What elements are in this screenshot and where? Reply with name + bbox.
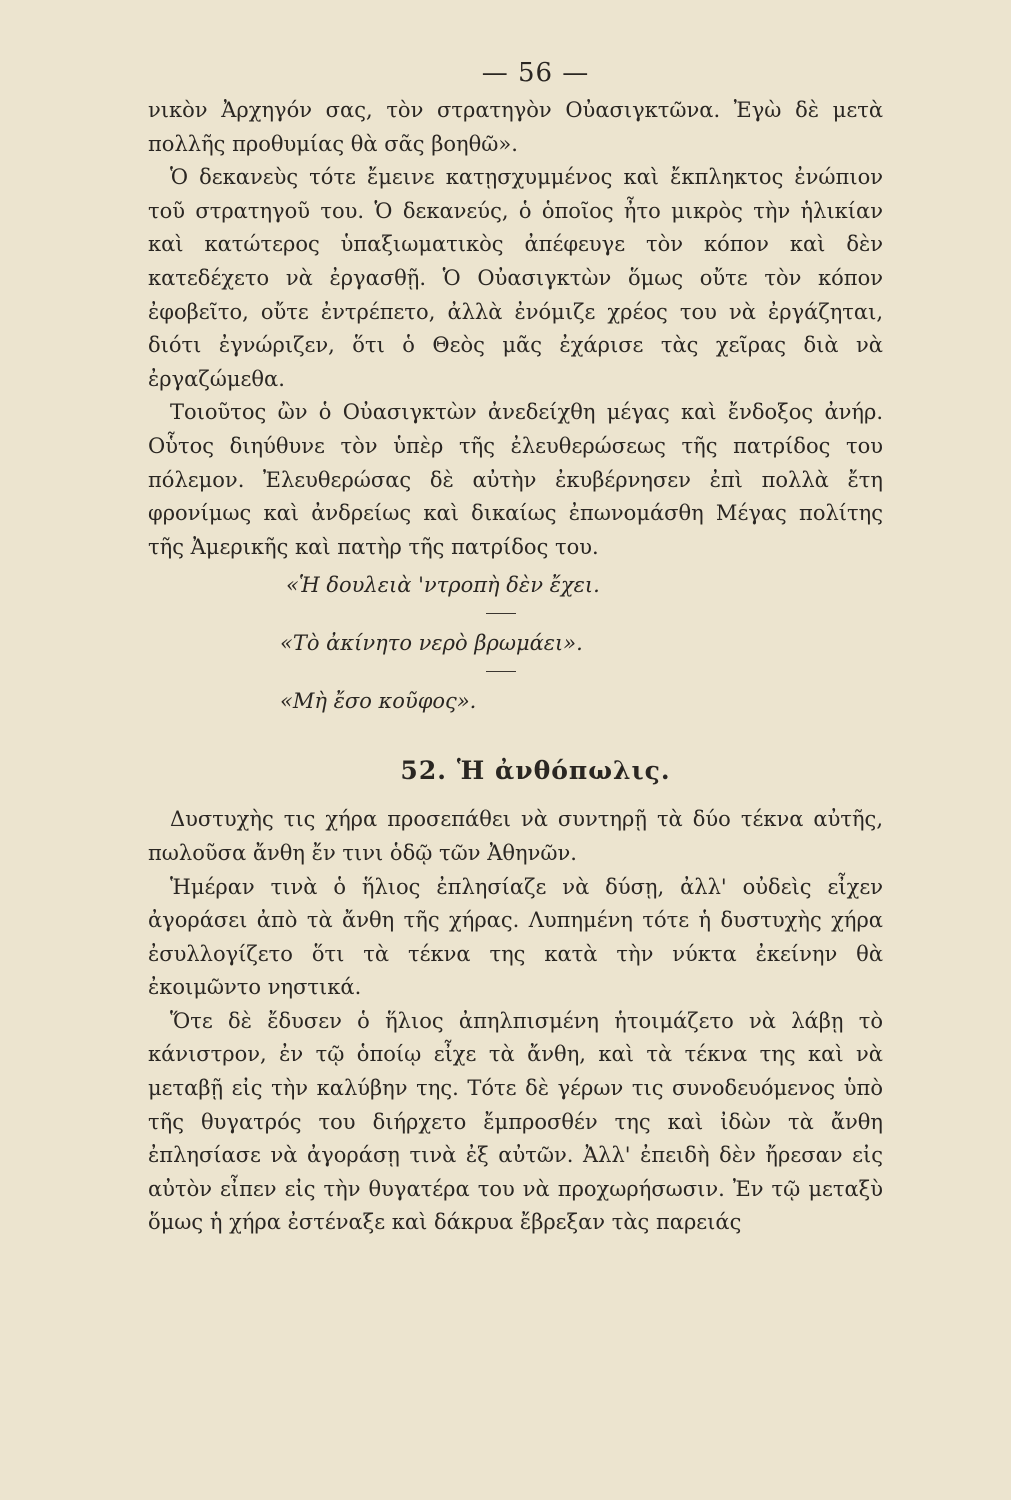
paragraph-corporal: Ὁ δεκανεὺς τότε ἔμεινε κατῃσχυμμένος καὶ ἔκπληκτος ἐνώπιον τοῦ στρατηγοῦ του. Ὁ δεκανεύς, ὁ ὁποῖος ἦτο μικρὸς τὴν ἡλικίαν καὶ κατώτερος ὑπαξιωματικὸς ἀπέφευγε τὸν κόπον καὶ δὲν κατεδέχετο νὰ ἐργασθῇ. Ὁ Οὐασιγκτὼν ὅμως οὔτε τὸν κόπον ἐφοβεῖτο, οὔτε ἐντρέπετο, ἀλλὰ ἐνόμιζε χρέος του νὰ ἐργάζηται, διότι ἐγνώριζεν, ὅτι ὁ Θεὸς μᾶς ἐχάρισε τὰς χεῖρας διὰ νὰ ἐργαζώμεθα.: [148, 165, 883, 391]
paragraph-washington: Τοιοῦτος ὢν ὁ Οὐασιγκτὼν ἀνεδείχθη μέγας καὶ ἔνδοξος ἀνήρ. Οὗτος διηύθυνε τὸν ὑπὲρ τῆς ἐλευθερώσεως τῆς πατρίδος του πόλεμον. Ἐλευθερώσας δὲ αὐτὴν ἐκυβέρνησεν ἐπὶ πολλὰ ἔτη φρονίμως καὶ ἀνδρείως καὶ δικαίως ἐπωνομάσθη Μέγας πολίτης τῆς Ἀμερικῆς καὶ πατὴρ τῆς πατρίδος του.: [148, 400, 883, 559]
section-title: Ἡ ἀνθόπωλις.: [456, 756, 671, 786]
section-number: 52.: [400, 756, 447, 786]
divider-dash: [486, 671, 516, 672]
paragraph-old-man: Ὅτε δὲ ἔδυσεν ὁ ἥλιος ἀπηλπισμένη ἡτοιμάζετο νὰ λάβῃ τὸ κάνιστρον, ἐν τῷ ὁποίῳ εἶχε τὰ ἄνθη, καὶ τὰ τέκνα της καὶ νὰ μεταβῇ εἰς τὴν καλύβην της. Τότε δὲ γέρων τις συνοδευόμενος ὑπὸ τῆς θυγατρός του διήρχετο ἔμπροσθέν της καὶ ἰδὼν τὰ ἄνθη ἐπλησίασε νὰ ἀγοράσῃ τινὰ ἐξ αὐτῶν. Ἀλλ' ἐπειδὴ δὲν ἤρεσαν εἰς αὐτὸν εἶπεν εἰς τὴν θυγατέρα του νὰ προχωρήσωσιν. Ἐν τῷ μεταξὺ ὅμως ἡ χήρα ἐστέναξε καὶ δάκρυα ἔβρεξαν τὰς παρειάς: [148, 1008, 883, 1235]
proverb-quote: «Μὴ ἔσο κοῦφος».: [280, 689, 477, 714]
page-number: — 56 —: [481, 58, 590, 88]
divider-dash: [486, 613, 516, 614]
paragraph-sunset: Ἡμέραν τινὰ ὁ ἥλιος ἐπλησίαζε νὰ δύσῃ, ἀλλ' οὐδεὶς εἶχεν ἀγοράσει ἀπὸ τὰ ἄνθη τῆς χήρας. Λυπημένη τότε ἡ δυστυχὴς χήρα ἐσυλλογίζετο ὅτι τὰ τέκνα της κατὰ τὴν νύκτα ἐκείνην θὰ ἐκοιμῶντο νηστικά.: [148, 874, 883, 1000]
book-page: [148, 58, 883, 1240]
section-heading: [188, 756, 883, 785]
paragraph-widow: Δυστυχὴς τις χήρα προσεπάθει νὰ συντηρῇ τὰ δύο τέκνα αὐτῆς, πωλοῦσα ἄνθη ἔν τινι ὁδῷ τῶν Ἀθηνῶν.: [148, 807, 883, 865]
proverb-quote: «Ἡ δουλειὰ 'ντροπὴ δὲν ἔχει.: [286, 573, 600, 598]
proverb-quote: «Τὸ ἀκίνητο νερὸ βρωμάει».: [280, 631, 583, 656]
paragraph-continuation: νικὸν Ἀρχηγόν σας, τὸν στρατηγὸν Οὐασιγκτῶνα. Ἐγὼ δὲ μετὰ πολλῆς προθυμίας θὰ σᾶς βοηθῶ».: [148, 98, 883, 156]
